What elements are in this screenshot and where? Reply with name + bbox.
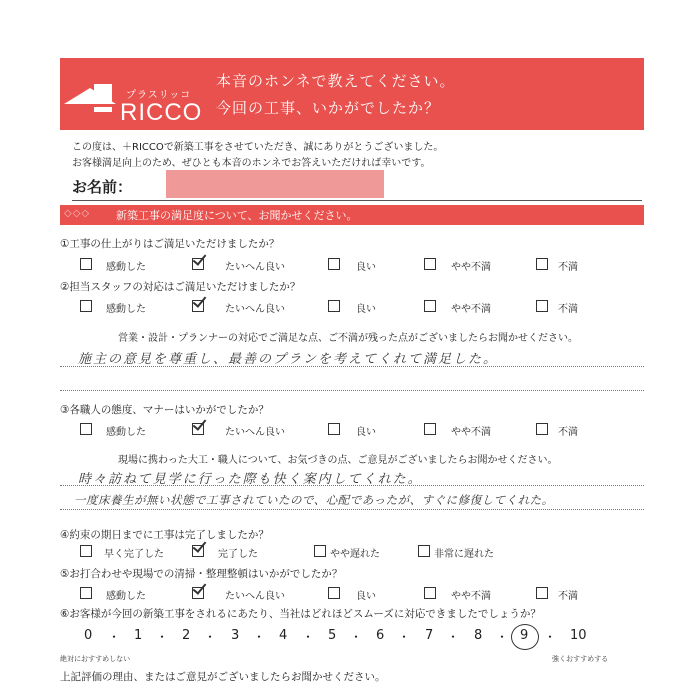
question-6: ⑥お客様が今回の新築工事をされるにあたり、当社はどれほどスムーズに対応できましたでしょうか？ bbox=[60, 608, 541, 620]
q5-option-4: やや不満 bbox=[451, 591, 491, 602]
q2-option-1: 感動した bbox=[106, 304, 146, 315]
q4-checkbox-1[interactable] bbox=[80, 545, 92, 557]
q3-checkbox-1[interactable] bbox=[80, 423, 92, 435]
scale-8[interactable]: 8 bbox=[474, 628, 483, 643]
name-underline bbox=[72, 200, 642, 201]
scale-4[interactable]: 4 bbox=[279, 628, 288, 643]
q5-checkbox-5[interactable] bbox=[536, 587, 548, 599]
q3-handwritten-answer-1: 時々訪ねて見学に行った際も快く案内してくれた。 bbox=[78, 472, 423, 487]
q1-option-2: たいへん良い bbox=[225, 262, 285, 273]
answer-line bbox=[60, 366, 644, 367]
intro-line-1: この度は、＋RICCOで新築工事をさせていただき、誠にありがとうございました。 bbox=[72, 142, 444, 153]
scale-2[interactable]: 2 bbox=[182, 628, 191, 643]
scale-separator: ・ bbox=[108, 630, 121, 644]
scale-9[interactable]: 9 bbox=[520, 628, 529, 643]
logo-house-icon bbox=[94, 84, 112, 112]
name-redaction bbox=[166, 170, 384, 198]
q1-option-3: 良い bbox=[356, 262, 376, 273]
q2-checkbox-1[interactable] bbox=[80, 300, 92, 312]
scale-10[interactable]: 10 bbox=[570, 628, 587, 643]
q2-sub-prompt: 営業・設計・プランナーの対応でご満足な点、ご不満が残った点がございましたらお聞かせください。 bbox=[118, 333, 578, 344]
q1-checkbox-5[interactable] bbox=[536, 258, 548, 270]
q2-handwritten-answer: 施主の意見を尊重し、最善のプランを考えてくれて満足した。 bbox=[78, 352, 499, 367]
q1-option-5: 不満 bbox=[558, 262, 578, 273]
q2-checkbox-4[interactable] bbox=[424, 300, 436, 312]
q1-checkbox-1[interactable] bbox=[80, 258, 92, 270]
q3-handwritten-answer-2: 一度床養生が無い状態で工事されていたので、心配であったが、すぐに修復してくれた。 bbox=[74, 493, 554, 507]
q2-checkbox-3[interactable] bbox=[328, 300, 340, 312]
q3-checkbox-4[interactable] bbox=[424, 423, 436, 435]
question-2: ②担当スタッフの対応はご満足いただけましたか？ bbox=[60, 281, 301, 293]
q2-option-3: 良い bbox=[356, 304, 376, 315]
q3-option-2: たいへん良い bbox=[225, 427, 285, 438]
name-label: お名前： bbox=[72, 178, 133, 196]
q4-option-3: やや遅れた bbox=[330, 549, 380, 560]
q1-checkbox-4[interactable] bbox=[424, 258, 436, 270]
q2-option-4: やや不満 bbox=[451, 304, 491, 315]
q5-check-mark-icon bbox=[193, 580, 207, 594]
scale-separator: ・ bbox=[496, 630, 509, 644]
scale-separator: ・ bbox=[302, 630, 315, 644]
q3-option-4: やや不満 bbox=[451, 427, 491, 438]
q3-checkbox-3[interactable] bbox=[328, 423, 340, 435]
question-1: ①工事の仕上がりはご満足いただけましたか？ bbox=[60, 238, 280, 250]
q3-checkbox-5[interactable] bbox=[536, 423, 548, 435]
scale-right-label: 強くおすすめする bbox=[552, 655, 609, 663]
q4-option-4: 非常に遅れた bbox=[434, 549, 494, 560]
q5-option-1: 感動した bbox=[106, 591, 146, 602]
scale-separator: ・ bbox=[156, 630, 169, 644]
q3-option-3: 良い bbox=[356, 427, 376, 438]
scale-separator: ・ bbox=[204, 630, 217, 644]
scale-7[interactable]: 7 bbox=[425, 628, 434, 643]
q3-sub-prompt: 現場に携わった大工・職人について、お気づきの点、ご意見がございましたらお聞かせください。 bbox=[118, 455, 558, 466]
q4-checkbox-4[interactable] bbox=[418, 545, 430, 557]
answer-line bbox=[60, 509, 644, 510]
q1-option-4: やや不満 bbox=[451, 262, 491, 273]
footer-prompt: 上記評価の理由、またはご意見がございましたらお聞かせください。 bbox=[60, 671, 386, 683]
q1-check-mark-icon bbox=[193, 251, 207, 265]
scale-separator: ・ bbox=[253, 630, 266, 644]
q5-checkbox-3[interactable] bbox=[328, 587, 340, 599]
q3-option-5: 不満 bbox=[558, 427, 578, 438]
q3-check-mark-icon bbox=[193, 416, 207, 430]
section-deco: ◇◇◇ bbox=[64, 208, 91, 219]
question-3: ③各職人の態度、マナーはいかがでしたか？ bbox=[60, 404, 269, 416]
scale-left-label: 絶対におすすめしない bbox=[60, 655, 131, 663]
scale-separator: ・ bbox=[398, 630, 411, 644]
logo-kana: プラスリッコ bbox=[126, 90, 192, 101]
question-4: ④約束の期日までに工事は完了しましたか？ bbox=[60, 529, 269, 541]
scale-6[interactable]: 6 bbox=[376, 628, 385, 643]
scale-separator: ・ bbox=[447, 630, 460, 644]
q1-option-1: 感動した bbox=[106, 262, 146, 273]
scale-separator: ・ bbox=[544, 630, 557, 644]
q5-option-3: 良い bbox=[356, 591, 376, 602]
scale-separator: ・ bbox=[350, 630, 363, 644]
q2-checkbox-5[interactable] bbox=[536, 300, 548, 312]
intro-line-2: お客様満足向上のため、ぜひとも本音のホンネでお答えいただければ幸いです。 bbox=[72, 158, 431, 169]
scale-1[interactable]: 1 bbox=[134, 628, 143, 643]
answer-line bbox=[60, 390, 644, 391]
answer-line bbox=[60, 485, 644, 486]
q5-checkbox-4[interactable] bbox=[424, 587, 436, 599]
q2-option-5: 不満 bbox=[558, 304, 578, 315]
q1-checkbox-3[interactable] bbox=[328, 258, 340, 270]
logo-name: RICCO bbox=[120, 99, 203, 126]
q5-checkbox-1[interactable] bbox=[80, 587, 92, 599]
scale-5[interactable]: 5 bbox=[328, 628, 337, 643]
q5-option-5: 不満 bbox=[558, 591, 578, 602]
section-title: 新築工事の満足度について、お聞かせください。 bbox=[116, 209, 358, 222]
scale-3[interactable]: 3 bbox=[231, 628, 240, 643]
q4-checkbox-3[interactable] bbox=[314, 545, 326, 557]
scale-0[interactable]: 0 bbox=[84, 628, 93, 643]
logo-line bbox=[72, 104, 112, 107]
q2-option-2: たいへん良い bbox=[225, 304, 285, 315]
q4-option-1: 早く完了した bbox=[104, 549, 164, 560]
q5-option-2: たいへん良い bbox=[225, 591, 285, 602]
question-5: ⑤お打合わせや現場での清掃・整理整頓はいかがでしたか？ bbox=[60, 568, 343, 580]
q2-check-mark-icon bbox=[193, 293, 207, 307]
q3-option-1: 感動した bbox=[106, 427, 146, 438]
header-title-line1: 本音のホンネで教えてください。 bbox=[216, 72, 456, 90]
q4-option-2: 完了した bbox=[218, 549, 258, 560]
header-title-line2: 今回の工事、いかがでしたか？ bbox=[216, 99, 441, 117]
